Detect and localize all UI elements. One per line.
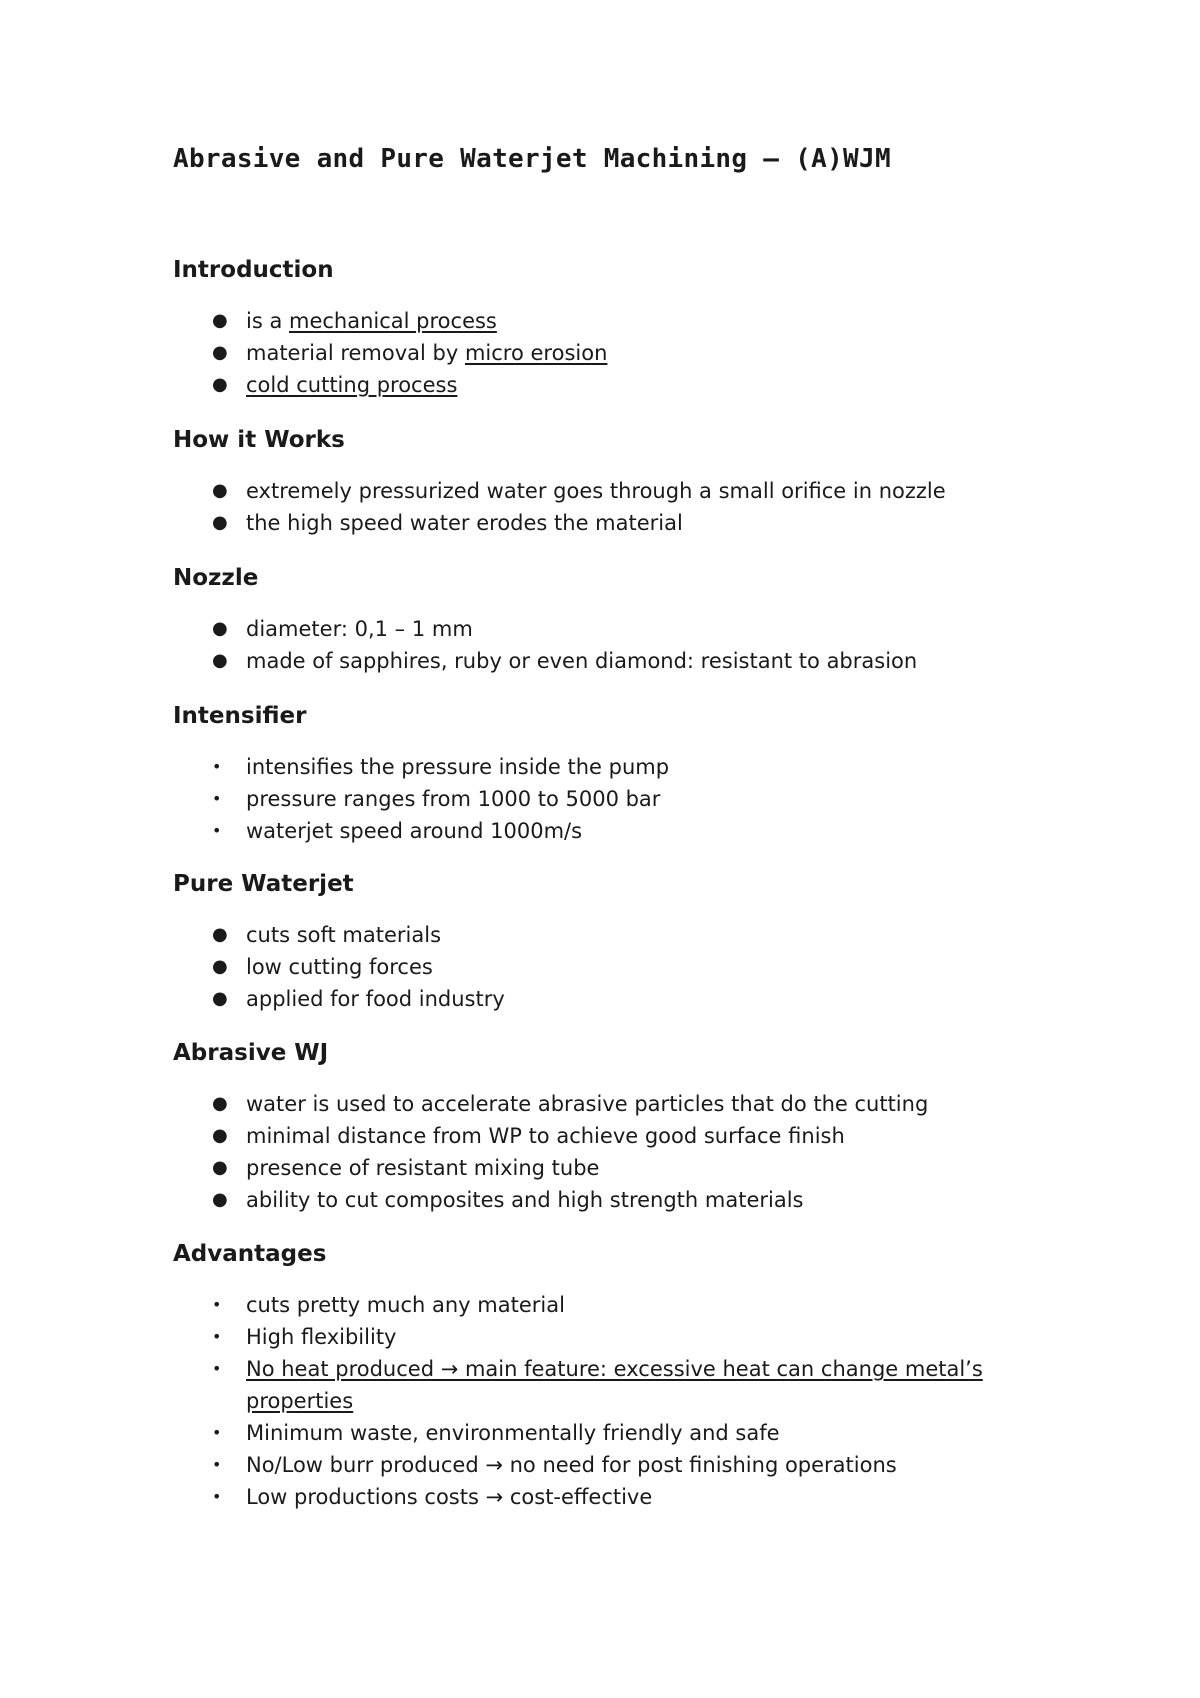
list-item: ● minimal distance from WP to achieve good surface finish: [173, 1120, 1073, 1152]
list-item: • Minimum waste, environmentally friendly and safe: [173, 1417, 1073, 1449]
bullet-icon: •: [212, 821, 222, 840]
section-heading: Advantages: [173, 1241, 327, 1267]
bullet-icon: ●: [212, 956, 228, 977]
list-item: ● water is used to accelerate abrasive particles that do the cutting: [173, 1088, 1073, 1120]
section-nozzle: [173, 564, 1073, 677]
list-item: • High flexibility: [173, 1321, 1073, 1353]
list-item: [173, 369, 1073, 401]
section-heading: Introduction: [173, 257, 334, 283]
list-item: ● the high speed water erodes the material: [173, 507, 1073, 539]
bullet-icon: ●: [212, 480, 228, 501]
list-item: ● is a mechanical process: [173, 305, 1073, 337]
section-heading: Intensifier: [173, 703, 307, 729]
bullet-icon: •: [212, 1295, 222, 1314]
section-advantages: [173, 1240, 1073, 1513]
bullet-list: [173, 475, 1073, 539]
bullet-list: [173, 1289, 1073, 1513]
bullet-icon: ●: [212, 650, 228, 671]
bullet-icon: ●: [212, 1093, 228, 1114]
underlined-term: No heat produced → main feature: excessive heat can change metal’s properties: [246, 1357, 983, 1413]
section-heading: Nozzle: [173, 565, 259, 591]
bullet-icon: •: [212, 1359, 222, 1378]
section-pure-waterjet: [173, 870, 1073, 1015]
list-item: ● applied for food industry: [173, 983, 1073, 1015]
section-heading: How it Works: [173, 427, 345, 453]
list-item: ● presence of resistant mixing tube: [173, 1152, 1073, 1184]
section-intensifier: [173, 702, 1073, 847]
section-abrasive-wj: [173, 1039, 1073, 1216]
bullet-icon: ●: [212, 1157, 228, 1178]
list-item: • waterjet speed around 1000m/s: [173, 815, 1073, 847]
list-item: • Low productions costs → cost-effective: [173, 1481, 1073, 1513]
list-item: ● made of sapphires, ruby or even diamond: resistant to abrasion: [173, 645, 1073, 677]
bullet-icon: ●: [212, 618, 228, 639]
bullet-icon: ●: [212, 1189, 228, 1210]
bullet-icon: ●: [212, 310, 228, 331]
list-item: • cuts pretty much any material: [173, 1289, 1073, 1321]
section-heading: Pure Waterjet: [173, 871, 354, 897]
bullet-icon: •: [212, 789, 222, 808]
section-how-it-works: [173, 426, 1073, 539]
bullet-icon: •: [212, 1423, 222, 1442]
bullet-list: [173, 919, 1073, 1015]
list-item: ● low cutting forces: [173, 951, 1073, 983]
list-item: ● material removal by micro erosion: [173, 337, 1073, 369]
list-item: ● cuts soft materials: [173, 919, 1073, 951]
bullet-icon: ●: [212, 1125, 228, 1146]
underlined-term: micro erosion: [464, 341, 608, 365]
underlined-term: mechanical process: [289, 309, 497, 333]
list-item: • pressure ranges from 1000 to 5000 bar: [173, 783, 1073, 815]
list-item: • intensifies the pressure inside the pump: [173, 751, 1073, 783]
bullet-icon: •: [212, 1327, 222, 1346]
bullet-list: [173, 305, 1073, 401]
section-heading: Abrasive WJ: [173, 1040, 329, 1066]
list-item: ● diameter: 0,1 – 1 mm: [173, 613, 1073, 645]
bullet-list: [173, 751, 1073, 847]
list-item: • No/Low burr produced → no need for post finishing operations: [173, 1449, 1073, 1481]
document-title: Abrasive and Pure Waterjet Machining – (A)WJM: [173, 144, 891, 174]
bullet-icon: ●: [212, 374, 228, 395]
list-item: [173, 1353, 1046, 1417]
bullet-icon: ●: [212, 988, 228, 1009]
bullet-icon: ●: [212, 512, 228, 533]
list-item: ● extremely pressurized water goes through a small orifice in nozzle: [173, 475, 1073, 507]
bullet-icon: •: [212, 757, 222, 776]
underlined-term: cold cutting process: [246, 373, 458, 397]
bullet-icon: ●: [212, 924, 228, 945]
bullet-icon: •: [212, 1487, 222, 1506]
list-item: ● ability to cut composites and high strength materials: [173, 1184, 1073, 1216]
bullet-list: [173, 613, 1073, 677]
bullet-list: [173, 1088, 1073, 1216]
section-introduction: [173, 256, 1073, 401]
bullet-icon: •: [212, 1455, 222, 1474]
bullet-icon: ●: [212, 342, 228, 363]
